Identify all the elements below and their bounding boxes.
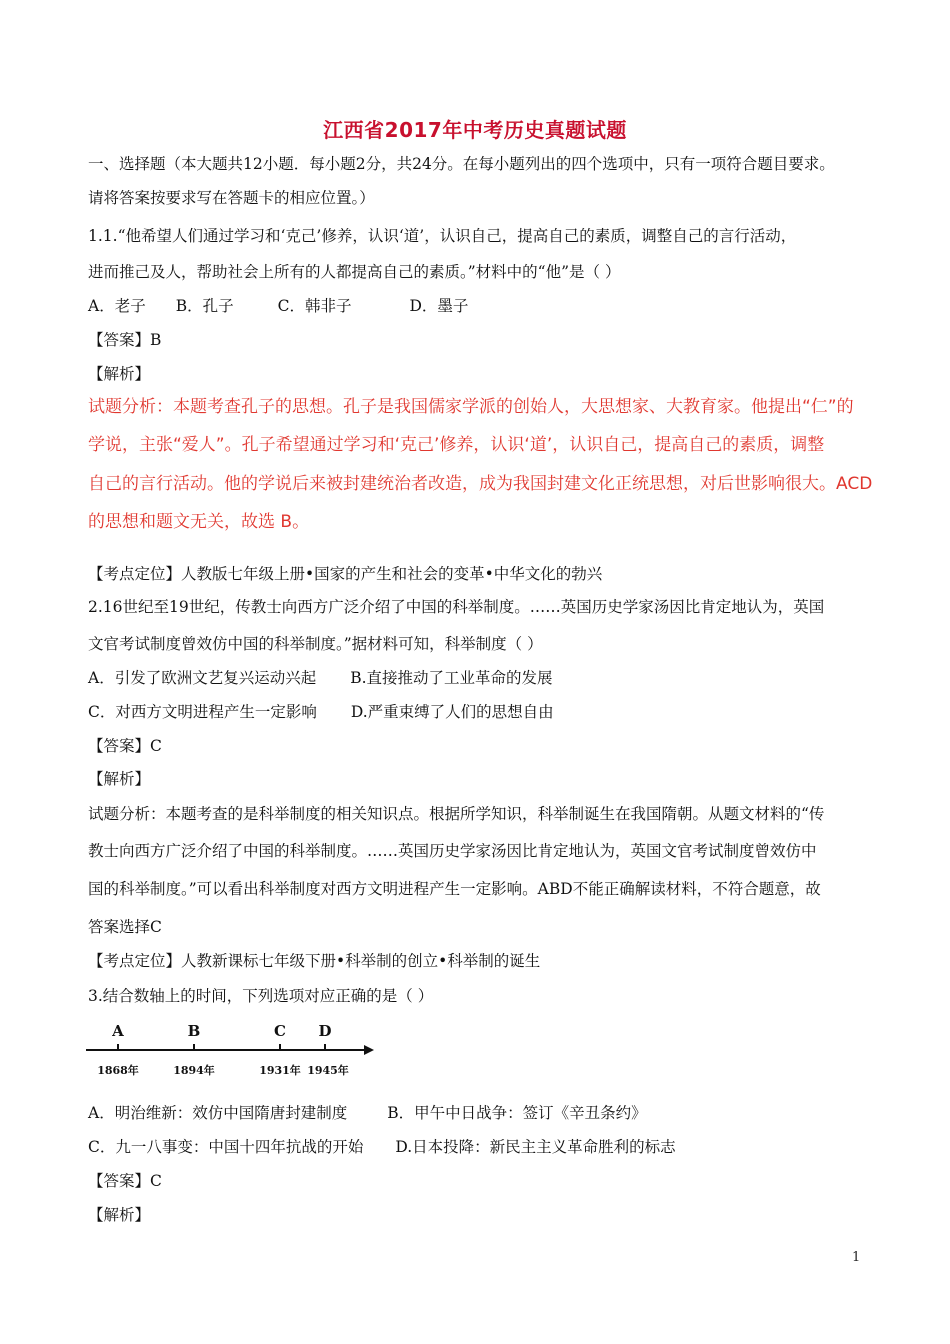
- q2-option-b: B.直接推动了工业革命的发展: [350, 669, 553, 687]
- q1-stem-line-1: 1.1.“他希望人们通过学习和‘克己’修养，认识‘道’，认识自己，提高自己的素质，调整自己的言行活动，: [88, 227, 797, 245]
- page-number: 1: [852, 1250, 861, 1265]
- timeline-year-1894: 1894年: [173, 1064, 215, 1077]
- timeline-year-1945: 1945年: [307, 1064, 349, 1077]
- q2-answer: 【答案】C: [88, 737, 162, 755]
- q1-kaodian: 【考点定位】人教版七年级上册•国家的产生和社会的变革•中华文化的勃兴: [88, 565, 603, 583]
- q2-option-a: A．引发了欧洲文艺复兴运动兴起: [88, 669, 317, 687]
- q2-analysis-line-1: 试题分析：本题考查的是科举制度的相关知识点。根据所学知识，科举制诞生在我国隋朝。从题文材料的“传: [88, 805, 825, 823]
- q1-answer: 【答案】B: [88, 331, 162, 349]
- timeline-label-d: D: [318, 1022, 332, 1040]
- q2-analysis-line-4: 答案选择C: [88, 918, 162, 936]
- timeline-label-a: A: [112, 1022, 124, 1040]
- section-instructions-line-1: 一、选择题（本大题共12小题．每小题2分，共24分。在每小题列出的四个选项中，只有一项符合题目要求。: [88, 155, 835, 173]
- q1-analysis-line-3: 自己的言行活动。他的学说后来被封建统治者改造，成为我国封建文化正统思想，对后世影响很大。ACD: [88, 474, 873, 494]
- q1-option-b: B．孔子: [175, 297, 234, 315]
- timeline-label-c: C: [274, 1022, 286, 1040]
- q1-analysis-line-2: 学说，主张“爱人”。孔子希望通过学习和‘克己’修养，认识‘道’，认识自己，提高自己的素质，调整: [88, 435, 825, 455]
- q2-options-row-1: [88, 668, 868, 688]
- timeline-arrow: [364, 1045, 374, 1055]
- q2-analysis-line-3: 国的科举制度。”可以看出科举制度对西方文明进程产生一定影响。ABD不能正确解读材料，不符合题意，故: [88, 880, 821, 898]
- q1-option-c: C．韩非子: [277, 297, 352, 315]
- q1-analysis-label: 【解析】: [88, 365, 151, 383]
- section-instructions-line-2: 请将答案按要求写在答题卡的相应位置。）: [88, 189, 375, 207]
- q2-analysis-line-2: 教士向西方广泛介绍了中国的科举制度。……英国历史学家汤因比肯定地认为，英国文官考试制度曾效仿中: [88, 842, 817, 860]
- q1-analysis-line-1: 试题分析：本题考查孔子的思想。孔子是我国儒家学派的创始人，大思想家、大教育家。他提出“仁”的: [88, 397, 854, 417]
- q3-stem: 3.结合数轴上的时间，下列选项对应正确的是（ ）: [88, 987, 434, 1005]
- q3-option-c: C．九一八事变：中国十四年抗战的开始: [88, 1138, 364, 1156]
- q1-analysis-line-4: 的思想和题文无关，故选 B。: [88, 512, 310, 532]
- page-title: 江西省2017年中考历史真题试题: [323, 118, 627, 142]
- q1-options: [88, 296, 868, 316]
- q2-stem-line-1: 2.16世纪至19世纪，传教士向西方广泛介绍了中国的科举制度。……英国历史学家汤因比肯定地认为，英国: [88, 598, 825, 616]
- q3-option-a: A．明治维新：效仿中国隋唐封建制度: [88, 1104, 348, 1122]
- q3-options-row-1: [88, 1103, 868, 1123]
- q1-option-d: D．墨子: [409, 297, 469, 315]
- q2-stem-line-2: 文官考试制度曾效仿中国的科举制度。”据材料可知，科举制度（ ）: [88, 635, 543, 653]
- q3-option-b: B．甲午中日战争：签订《辛丑条约》: [387, 1104, 647, 1122]
- q3-options-row-2: [88, 1137, 868, 1157]
- q3-answer: 【答案】C: [88, 1172, 162, 1190]
- timeline-year-1868: 1868年: [97, 1064, 139, 1077]
- q2-option-c: C．对西方文明进程产生一定影响: [88, 703, 317, 721]
- q2-kaodian: 【考点定位】人教新课标七年级下册•科举制的创立•科举制的诞生: [88, 952, 541, 970]
- timeline-label-b: B: [187, 1022, 201, 1040]
- q2-analysis-label: 【解析】: [88, 770, 151, 788]
- q3-analysis-label: 【解析】: [88, 1206, 151, 1224]
- q2-option-d: D.严重束缚了人们的思想自由: [350, 703, 554, 721]
- q1-stem-line-2: 进而推己及人，帮助社会上所有的人都提高自己的素质。”材料中的“他”是（ ）: [88, 263, 621, 281]
- q3-option-d: D.日本投降：新民主主义革命胜利的标志: [395, 1138, 676, 1156]
- q3-timeline: [84, 1018, 384, 1084]
- q2-options-row-2: [88, 702, 868, 722]
- q1-option-a: A．老子: [88, 297, 146, 315]
- timeline-year-1931: 1931年: [259, 1064, 301, 1077]
